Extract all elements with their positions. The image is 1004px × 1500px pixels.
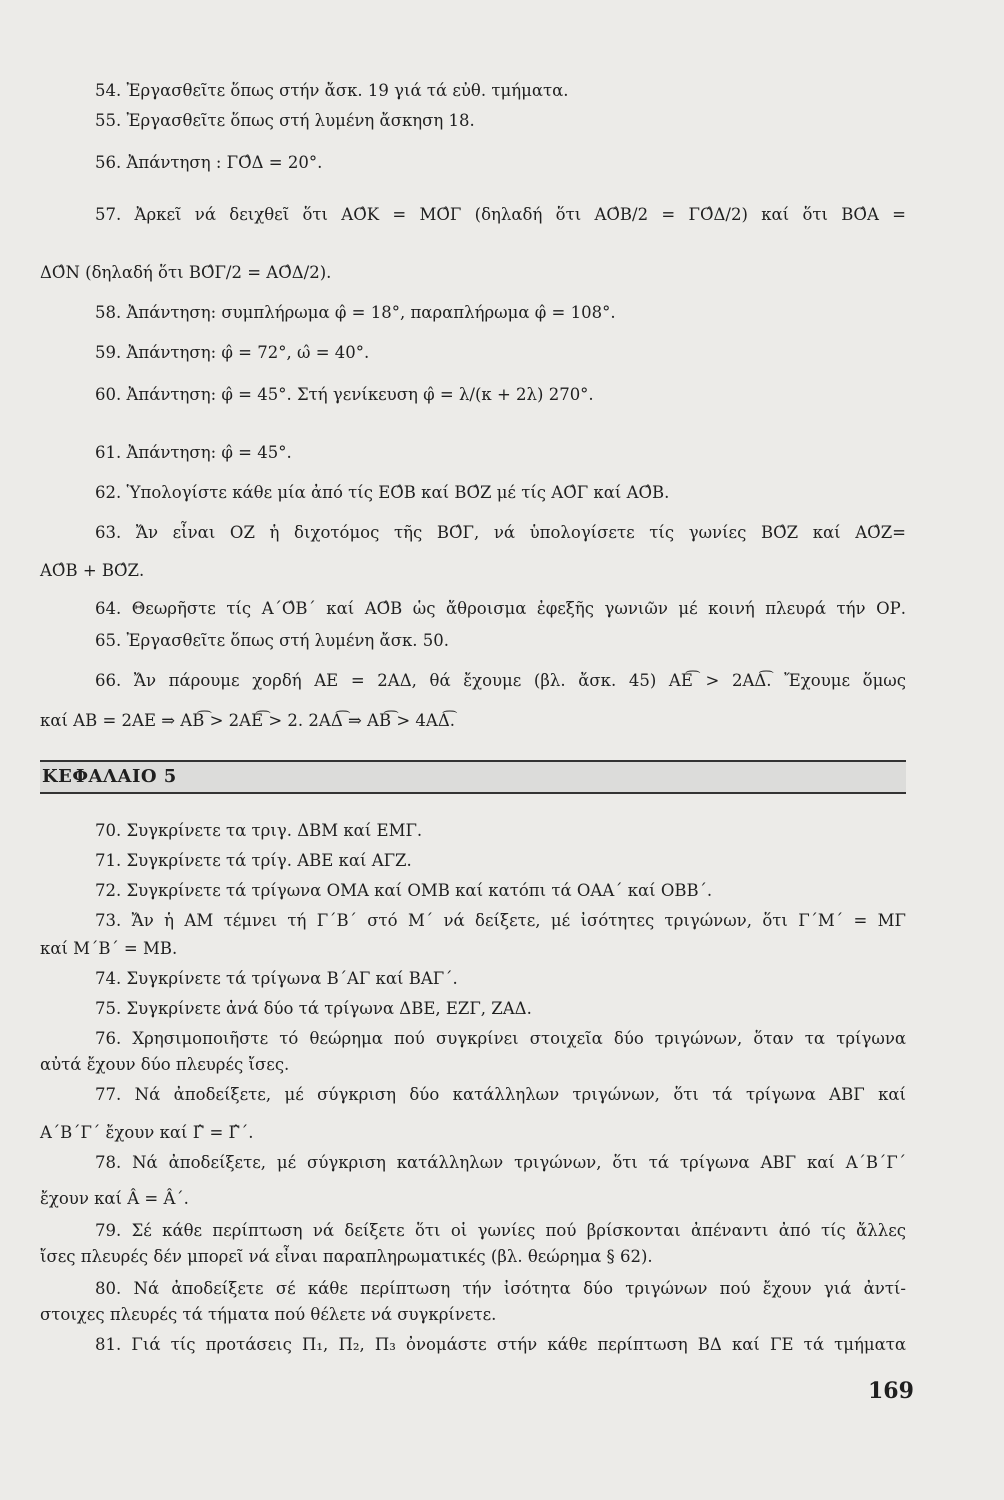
exercise-62: 62. Ὑπολογίστε κάθε μία ἀπό τίς ΕΟ̂Β καί ΒΟ̂Ζ μέ τίς ΑΟ̂Γ καί ΑΟ̂Β. <box>95 483 670 502</box>
exercise-72: 72. Συγκρίνετε τά τρίγωνα ΟΜΑ καί ΟΜΒ καί κατόπι τά ΟΑΑ΄ καί ΟΒΒ΄. <box>95 881 713 900</box>
exercise-78: 78. Νά ἀποδείξετε, μέ σύγκριση κατάλληλων τριγώνων, ὅτι τά τρίγωνα ΑΒΓ καί Α΄Β΄Γ΄ <box>95 1153 906 1172</box>
exercise-76: 76. Χρησιμοποιῆστε τό θεώρημα πού συγκρίνει στοιχεῖα δύο τριγώνων, ὅταν τα τρίγωνα <box>95 1029 906 1048</box>
exercise-61: 61. Ἀπάντηση: φ̂ = 45°. <box>95 443 292 462</box>
exercise-77-cont: Α΄Β΄Γ΄ ἔχουν καί Γ̂ = Γ̂΄. <box>40 1123 254 1142</box>
exercise-60: 60. Ἀπάντηση: φ̂ = 45°. Στή γενίκευση φ̂ = λ/(κ + 2λ) 270°. <box>95 385 594 404</box>
exercise-80-cont: στοιχες πλευρές τά τήματα πού θέλετε νά συγκρίνετε. <box>40 1305 497 1324</box>
chapter-title: ΚΕΦΑΛΑΙΟ 5 <box>42 766 177 787</box>
exercise-55: 55. Ἐργασθεῖτε ὅπως στή λυμένη ἄσκηση 18. <box>95 111 475 130</box>
exercise-77: 77. Νά ἀποδείξετε, μέ σύγκριση δύο κατάλληλων τριγώνων, ὅτι τά τρίγωνα ΑΒΓ καί <box>95 1085 906 1104</box>
exercise-70: 70. Συγκρίνετε τα τριγ. ΔΒΜ καί ΕΜΓ. <box>95 821 423 840</box>
exercise-79: 79. Σέ κάθε περίπτωση νά δείξετε ὅτι οἱ γωνίες πού βρίσκονται ἀπέναντι ἀπό τίς ἄλλες <box>95 1221 906 1240</box>
exercise-63-cont: ΑΟ̂Β + ΒΟ̂Ζ. <box>40 561 145 580</box>
exercise-57-cont: ΔΟ̂Ν (δηλαδή ὅτι ΒΟ̂Γ/2 = ΑΟ̂Δ/2). <box>40 263 332 282</box>
exercise-73: 73. Ἄν ἡ ΑΜ τέμνει τή Γ΄Β΄ στό Μ΄ νά δείξετε, μέ ἰσότητες τριγώνων, ὅτι Γ΄Μ΄ = ΜΓ <box>95 911 906 930</box>
exercise-59: 59. Ἀπάντηση: φ̂ = 72°, ω̂ = 40°. <box>95 343 370 362</box>
exercise-57: 57. Ἀρκεῖ νά δειχθεῖ ὅτι ΑΟ̂Κ = ΜΟ̂Γ (δηλαδή ὅτι ΑΟ̂Β/2 = ΓΟ̂Δ/2) καί ὅτι ΒΟ̂Α = <box>95 205 906 224</box>
exercise-81: 81. Γιά τίς προτάσεις Π₁, Π₂, Π₃ ὀνομάστε στήν κάθε περίπτωση ΒΔ καί ΓΕ τά τμήματα <box>95 1335 906 1354</box>
exercise-58: 58. Ἀπάντηση: συμπλήρωμα φ̂ = 18°, παραπλήρωμα φ̂ = 108°. <box>95 303 616 322</box>
page-number: 169 <box>868 1378 914 1404</box>
exercise-80: 80. Νά ἀποδείξετε σέ κάθε περίπτωση τήν ἰσότητα δύο τριγώνων πού ἔχουν γιά ἀντί- <box>95 1279 906 1298</box>
exercise-63: 63. Ἄν εἶναι ΟΖ ἡ διχοτόμος τῆς ΒΟ̂Γ, νά ὑπολογίσετε τίς γωνίες ΒΟ̂Ζ καί ΑΟ̂Ζ= <box>95 523 906 542</box>
exercise-76-cont: αὐτά ἔχουν δύο πλευρές ἴσες. <box>40 1055 290 1074</box>
exercise-66-cont: καί ΑΒ = 2ΑΕ ⇒ ΑΒ͡ > 2ΑΕ͡ > 2. 2ΑΔ͡ ⇒ ΑΒ͡ > 4ΑΔ͡. <box>40 711 455 730</box>
exercise-71: 71. Συγκρίνετε τά τρίγ. ΑΒΕ καί ΑΓΖ. <box>95 851 412 870</box>
exercise-54: 54. Ἐργασθεῖτε ὅπως στήν ἄσκ. 19 γιά τά εὐθ. τμήματα. <box>95 81 569 100</box>
exercise-74: 74. Συγκρίνετε τά τρίγωνα Β΄ΑΓ καί ΒΑΓ΄. <box>95 969 458 988</box>
exercise-75: 75. Συγκρίνετε ἀνά δύο τά τρίγωνα ΔΒΕ, ΕΖΓ, ΖΑΔ. <box>95 999 532 1018</box>
exercise-64: 64. Θεωρῆστε τίς Α΄Ο̂Β΄ καί ΑΟ̂Β ὡς ἄθροισμα ἐφεξῆς γωνιῶν μέ κοινή πλευρά τήν ΟΡ. <box>95 599 906 618</box>
exercise-66: 66. Ἄν πάρουμε χορδή ΑΕ = 2ΑΔ, θά ἔχουμε (βλ. ἄσκ. 45) ΑΕ͡ > 2ΑΔ͡. Ἔχουμε ὅμως <box>95 671 906 690</box>
exercise-73-cont: καί Μ΄Β΄ = ΜΒ. <box>40 939 178 958</box>
chapter-heading-band <box>40 760 906 794</box>
exercise-65: 65. Ἐργασθεῖτε ὅπως στή λυμένη ἄσκ. 50. <box>95 631 450 650</box>
exercise-78-cont: ἔχουν καί Â = Â΄. <box>40 1189 189 1208</box>
exercise-56: 56. Ἀπάντηση : ΓΟ̂Δ = 20°. <box>95 153 323 172</box>
exercise-79-cont: ἴσες πλευρές δέν μπορεῖ νά εἶναι παραπληρωματικές (βλ. θεώρημα § 62). <box>40 1247 653 1266</box>
